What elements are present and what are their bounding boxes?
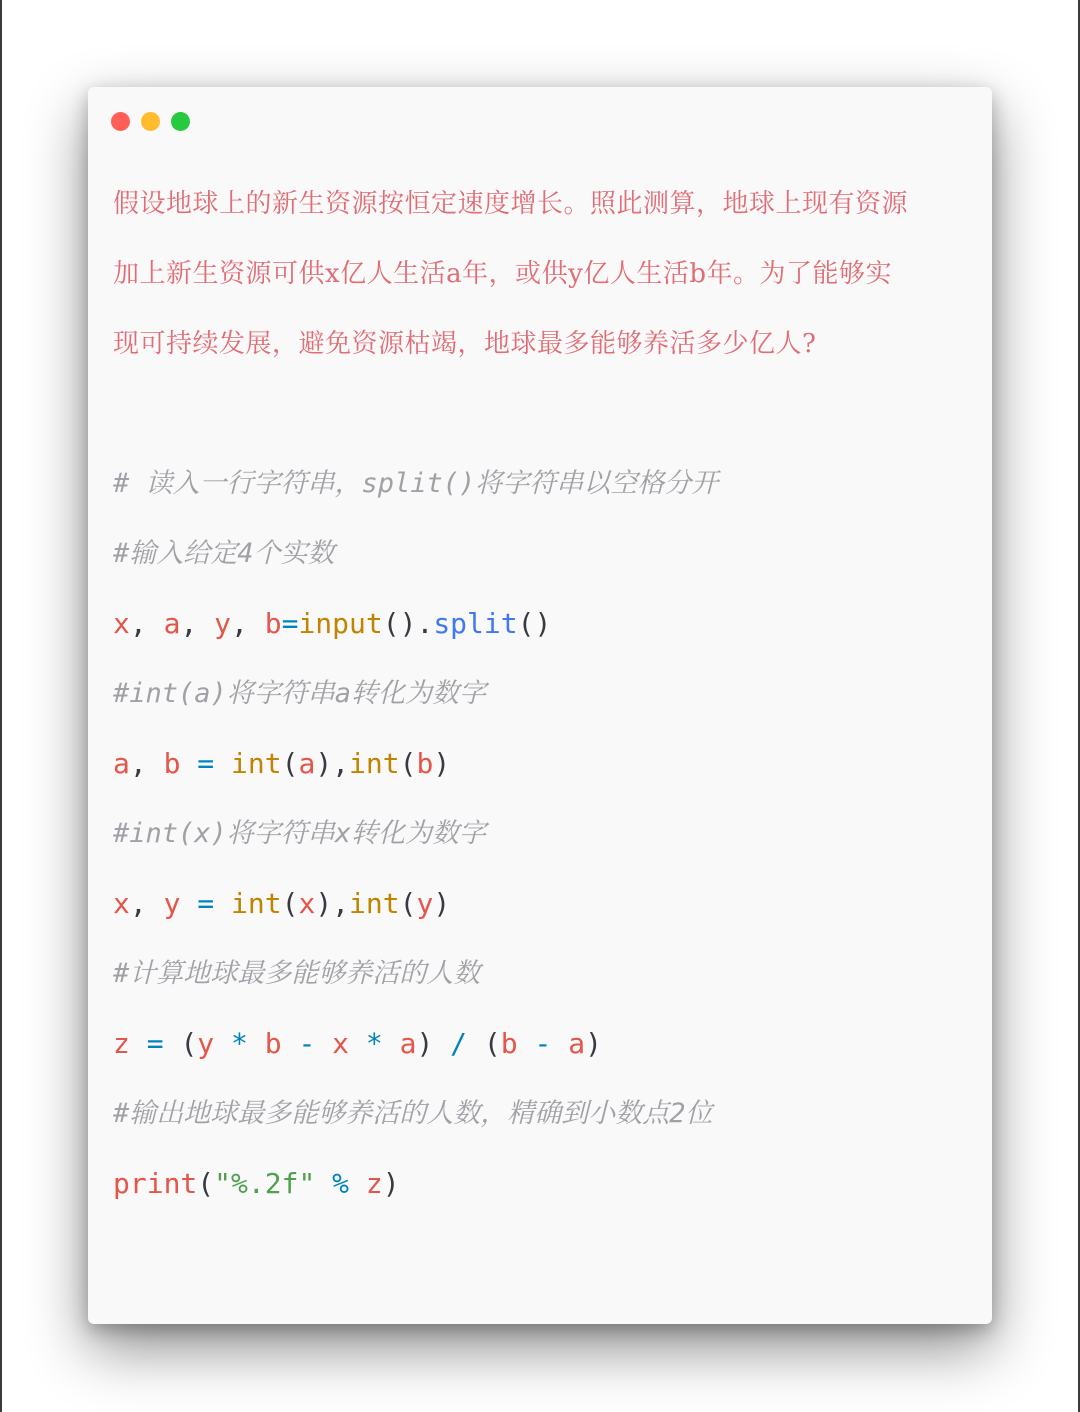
prose-line: 现可持续发展，避免资源枯竭，地球最多能够养活多少亿人?: [113, 329, 817, 359]
code-token: ): [433, 747, 451, 780]
code-token: =: [129, 1027, 181, 1060]
code-token: input: [298, 607, 383, 640]
code-token: y: [163, 887, 181, 920]
code-comment: #输出地球最多能够养活的人数，精确到小数点2位: [113, 1098, 713, 1129]
code-token: y: [416, 887, 434, 920]
code-comment: #输入给定4个实数: [113, 538, 335, 569]
code-token: (: [399, 747, 417, 780]
prose-line: 假设地球上的新生资源按恒定速度增长。照此测算，地球上现有资源: [113, 189, 909, 219]
code-token: (: [281, 747, 299, 780]
code-token: ,: [180, 607, 215, 640]
window-controls: [111, 112, 190, 131]
code-token: ): [416, 1027, 434, 1060]
code-token: ,: [129, 747, 164, 780]
code-token: =: [281, 607, 299, 640]
code-token: ),: [315, 747, 350, 780]
code-token: -: [281, 1027, 333, 1060]
code-token: ,: [129, 887, 164, 920]
code-token: (: [180, 1027, 198, 1060]
code-token: int: [349, 887, 400, 920]
code-token: b: [264, 607, 282, 640]
code-token: ,: [129, 607, 164, 640]
code-token: x: [113, 607, 130, 640]
code-token: a: [163, 607, 181, 640]
code-token: ): [433, 887, 451, 920]
code-token: ().: [382, 607, 434, 640]
code-token: b: [416, 747, 434, 780]
code-token: (): [517, 607, 552, 640]
code-token: =: [180, 887, 232, 920]
code-token: *: [214, 1027, 265, 1060]
code-token: b: [500, 1027, 518, 1060]
maximize-button[interactable]: [171, 112, 190, 131]
code-token: (: [197, 1167, 215, 1200]
code-window: [88, 87, 992, 1324]
code-line: [113, 744, 450, 784]
code-token: *: [349, 1027, 400, 1060]
code-token: z: [365, 1167, 383, 1200]
code-token: %: [315, 1167, 366, 1200]
code-token: x: [113, 887, 130, 920]
code-line: [113, 604, 551, 644]
code-token: x: [298, 887, 316, 920]
code-token: (: [281, 887, 299, 920]
close-button[interactable]: [111, 112, 130, 131]
code-token: x: [332, 1027, 350, 1060]
code-token: a: [113, 747, 130, 780]
code-token: ): [585, 1027, 602, 1060]
code-token: int: [349, 747, 400, 780]
code-token: (: [483, 1027, 501, 1060]
code-token: split: [433, 607, 518, 640]
code-line: [113, 1024, 602, 1064]
code-token: b: [264, 1027, 282, 1060]
code-token: /: [433, 1027, 484, 1060]
code-token: print: [113, 1167, 198, 1200]
code-token: a: [399, 1027, 417, 1060]
minimize-button[interactable]: [141, 112, 160, 131]
code-token: a: [298, 747, 316, 780]
code-token: int: [231, 887, 282, 920]
code-comment: #int(x)将字符串x转化为数字: [113, 818, 487, 849]
code-token: a: [568, 1027, 586, 1060]
code-token: y: [214, 607, 232, 640]
prose-line: 加上新生资源可供x亿人生活a年，或供y亿人生活b年。为了能够实: [113, 259, 892, 289]
code-token: y: [197, 1027, 215, 1060]
code-token: -: [517, 1027, 569, 1060]
code-token: ),: [315, 887, 350, 920]
code-line: [113, 1164, 400, 1204]
code-token: b: [163, 747, 181, 780]
code-line: [113, 884, 450, 924]
code-token: int: [231, 747, 282, 780]
code-token: ,: [231, 607, 265, 640]
code-comment: #int(a)将字符串a转化为数字: [113, 678, 487, 709]
code-token: (: [399, 887, 417, 920]
code-comment: #计算地球最多能够养活的人数: [113, 958, 481, 989]
code-token: =: [180, 747, 232, 780]
code-token: ): [382, 1167, 400, 1200]
code-token: z: [113, 1027, 130, 1060]
code-comment: # 读入一行字符串，split()将字符串以空格分开: [113, 468, 719, 499]
code-token: "%.2f": [214, 1167, 316, 1200]
